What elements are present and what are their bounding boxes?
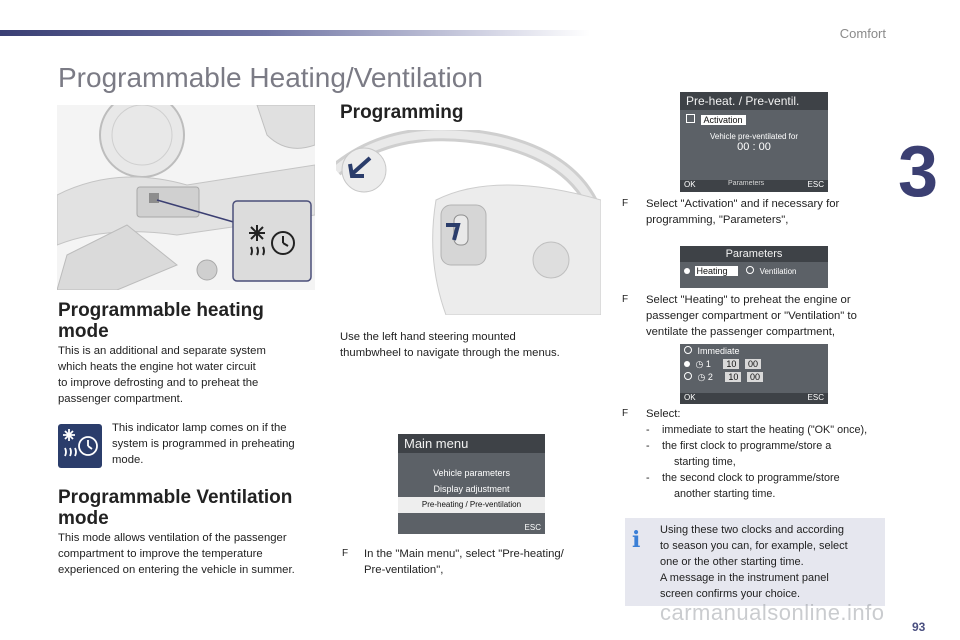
clock1-label: 1 [705,359,711,369]
clock-icon: ◷ [695,359,704,369]
heating-heading-line1: Programmable heating [58,300,264,321]
ventilation-heading-line1: Programmable Ventilation [58,487,293,508]
main-menu-screen [398,434,545,534]
select-item-immediate: - immediate to start the heating ("OK" once), [646,424,868,436]
parameters-title: Parameters [680,246,828,262]
bullet-icon: F [342,548,349,559]
page-number: 93 [912,620,926,634]
clock1-minute[interactable]: 00 [745,359,761,369]
step-main-menu: F In the "Main menu", select "Pre-heating/ Pre-ventilation", [342,548,564,576]
activation-option[interactable]: Activation [701,115,746,125]
main-menu-list [398,465,545,513]
heater-clock-icon [58,424,102,468]
menu-item-display-adjustment[interactable]: Display adjustment [433,484,510,494]
dashboard-drawing [57,105,315,290]
select-item-second-clock: - the second clock to programme/store another starting time. [646,472,840,500]
clocks-screen [680,344,828,404]
steering-wheel-illustration [336,130,601,315]
thumbwheel-instruction: Use the left hand steering mounted thumbwheel to navigate through the menus. [340,331,560,359]
ventilation-mode-paragraph: This mode allows ventilation of the passenger compartment to improve the temperature experienced on entering the vehicle in summer. [58,532,295,576]
menu-item-pre-heating[interactable]: Pre-heating / Pre-ventilation [398,497,545,513]
select-item-first-clock: - the first clock to programme/store a starting time, [646,440,832,468]
ventilation-mode-heading [58,487,320,529]
clock2-label: 2 [707,372,713,382]
bullet-icon: F [622,294,629,305]
heating-radio[interactable] [684,268,690,274]
clock1-row[interactable] [680,358,828,371]
ok-button[interactable]: OK [684,393,696,402]
heating-heading-line2: mode [58,321,109,342]
heating-mode-heading [58,300,318,342]
esc-button[interactable]: ESC [807,180,824,189]
preheating-indicator-icon [58,424,102,468]
dashboard-illustration [57,105,315,290]
clock2-minute[interactable]: 00 [747,372,763,382]
clock2-radio[interactable] [684,372,692,380]
menu-item-vehicle-parameters[interactable]: Vehicle parameters [432,468,511,478]
programming-heading: Programming [340,102,464,123]
preheat-screen [680,92,828,192]
activation-row [686,114,828,125]
immediate-row[interactable] [680,344,828,358]
clock-icon: ◷ [697,372,706,382]
footer-watermark: carmanualsonline.info [660,600,885,625]
clock2-row[interactable] [680,371,828,384]
indicator-lamp-text: This indicator lamp comes on if the system is programmed in preheating mode. [112,422,295,466]
page-title: Programmable Heating/Ventilation [58,62,483,93]
activation-checkbox[interactable] [686,114,695,123]
esc-button[interactable]: ESC [807,393,824,402]
step-heating: F Select "Heating" to preheat the engine or passenger compartment or "Ventilation" to ventilate the passenger compartment, [622,294,857,338]
preheat-title: Pre-heat. / Pre-ventil. [680,92,828,110]
parameters-screen [680,246,828,288]
section-name: Comfort [839,26,886,41]
parameters-options [680,266,828,276]
ventilation-option[interactable]: Ventilation [759,267,797,276]
parameters-button[interactable]: Parameters [728,180,765,187]
clock1-radio[interactable] [684,361,690,367]
ventilation-radio[interactable] [746,266,754,274]
preheat-footer [680,180,828,192]
ventilation-heading-line2: mode [58,508,109,529]
main-menu-title: Main menu [398,434,545,453]
heating-option[interactable]: Heating [695,266,738,276]
info-text: Using these two clocks and according to season you can, for example, select one or the other starting time. A message in the instrument panel screen confirms your choice. [660,524,848,600]
step-activation: F Select "Activation" and if necessary for programming, "Parameters", [622,198,840,226]
heating-mode-paragraph: This is an additional and separate system which heats the engine hot water circuit to improve defrosting and to preheat the passenger compartment. [58,345,266,405]
step-select [622,406,890,502]
bullet-icon: F [622,198,629,209]
preheat-time: 00 : 00 [737,141,771,153]
ok-button[interactable]: OK [684,180,696,189]
clocks-footer [680,393,828,404]
select-label: Select: [646,408,681,420]
preheat-status: Vehicle pre-ventilated for [709,132,799,141]
immediate-option[interactable]: Immediate [697,346,740,356]
chapter-number: 3 [898,132,939,212]
steering-wheel-drawing [336,130,601,315]
clock2-hour[interactable]: 10 [725,372,741,382]
esc-button[interactable]: ESC [524,523,541,532]
immediate-radio[interactable] [684,346,692,354]
header-bar [0,30,590,36]
clock1-hour[interactable]: 10 [723,359,739,369]
info-icon: i [632,527,641,553]
bullet-icon: F [622,408,629,419]
